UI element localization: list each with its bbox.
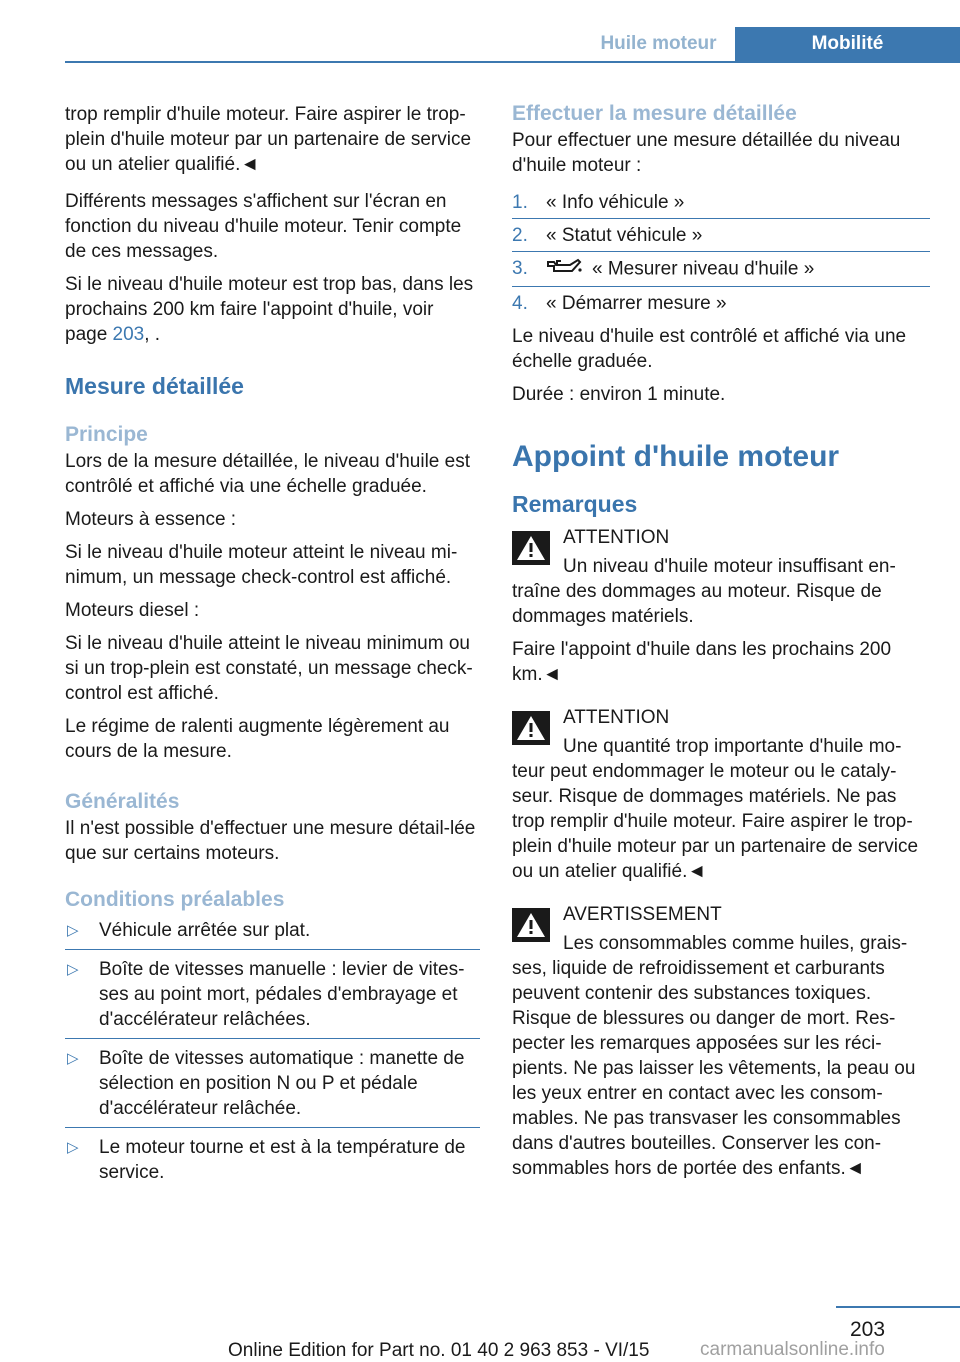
warning-title: ATTENTION — [563, 707, 670, 728]
paragraph: Faire l'appoint d'huile dans les prochains 200 km.◄ — [512, 639, 892, 685]
paragraph-text: Si le niveau d'huile moteur est trop bas, dans les prochains 200 km faire l'appoint d'huile, voir page — [65, 274, 474, 345]
triangle-bullet-icon: ▷ — [67, 961, 79, 978]
paragraph — [65, 272, 480, 347]
page-number: 203 — [850, 1318, 886, 1341]
triangle-bullet-icon: ▷ — [67, 922, 79, 939]
step-number: 4. — [512, 293, 528, 314]
list-item — [65, 1046, 480, 1121]
warning-text: teur peut endommager le moteur ou le cataly-seur. Risque de dommages matériels. Ne pas trop remplir d'huile moteur. Faire aspirer le trop-plein d'huile moteur par un partenaire de service ou un atelier qualifié.◄ — [512, 761, 919, 882]
step-number: 1. — [512, 192, 528, 213]
paragraph: Il n'est possible d'effectuer une mesure détail-lée que sur certains moteurs. — [65, 818, 476, 864]
paragraph: Le niveau d'huile est contrôlé et affiché via une échelle graduée. — [512, 326, 907, 372]
heading-generalites: Généralités — [65, 790, 180, 813]
conditions-list — [65, 918, 480, 1185]
warning-text: Un niveau d'huile moteur insuffisant en- — [563, 556, 896, 577]
divider — [65, 949, 480, 950]
warning-triangle-icon — [512, 908, 550, 942]
warning-triangle-icon — [512, 711, 550, 745]
paragraph: Si le niveau d'huile atteint le niveau minimum ou si un trop-plein est constaté, un message check-control est affiché. — [65, 633, 473, 704]
list-item — [65, 1135, 480, 1185]
header-rule — [65, 61, 960, 63]
paragraph: Moteurs diesel : — [65, 600, 200, 621]
heading-appoint: Appoint d'huile moteur — [512, 440, 840, 473]
warning-block — [512, 902, 930, 1181]
step-text: « Statut véhicule » — [546, 225, 703, 246]
warning-title: ATTENTION — [563, 527, 670, 548]
heading-effectuer: Effectuer la mesure détaillée — [512, 102, 797, 125]
paragraph: Durée : environ 1 minute. — [512, 384, 726, 405]
warning-text: traîne des dommages au moteur. Risque de dommages matériels. — [512, 581, 882, 627]
step-item — [512, 291, 930, 316]
list-item — [65, 957, 480, 1032]
page-link[interactable]: 203 — [112, 324, 145, 345]
paragraph: Pour effectuer une mesure détaillée du niveau d'huile moteur : — [512, 130, 901, 176]
paragraph: Le régime de ralenti augmente légèrement au cours de la mesure. — [65, 716, 450, 762]
steps-list — [512, 190, 930, 316]
paragraph: Lors de la mesure détaillée, le niveau d'huile est contrôlé et affiché via une échelle graduée. — [65, 451, 470, 497]
right-column — [512, 102, 930, 1189]
chapter-tab: Mobilité — [735, 27, 960, 61]
divider — [65, 1127, 480, 1128]
divider — [512, 218, 930, 219]
section-tab: Huile moteur — [600, 33, 717, 54]
step-number: 3. — [512, 258, 528, 279]
warning-block — [512, 525, 930, 687]
oil-can-icon — [546, 256, 582, 283]
warning-block — [512, 705, 930, 884]
list-item-text: Boîte de vitesses manuelle : levier de vites-ses au point mort, pédales d'embrayage et d'accélérateur relâchées. — [99, 959, 465, 1030]
divider — [512, 286, 930, 287]
paragraph: Différents messages s'affichent sur l'écran en fonction du niveau d'huile moteur. Tenir compte de ces messages. — [65, 191, 462, 262]
triangle-bullet-icon: ▷ — [67, 1050, 79, 1067]
heading-mesure-detaillee: Mesure détaillée — [65, 373, 244, 399]
heading-remarques: Remarques — [512, 491, 638, 517]
edition-note: Online Edition for Part no. 01 40 2 963 853 - VI/15 — [228, 1340, 650, 1361]
step-number: 2. — [512, 225, 528, 246]
divider — [65, 1038, 480, 1039]
warning-text: Une quantité trop importante d'huile mo- — [563, 736, 902, 757]
warning-title: AVERTISSEMENT — [563, 904, 722, 925]
warning-text: Les consommables comme huiles, grais- — [563, 933, 908, 954]
step-item — [512, 256, 930, 283]
footer-rule — [836, 1306, 960, 1308]
step-item — [512, 223, 930, 248]
watermark: carmanualsonline.info — [700, 1339, 885, 1360]
list-item — [65, 918, 480, 943]
paragraph: Moteurs à essence : — [65, 509, 237, 530]
warning-triangle-icon — [512, 531, 550, 565]
triangle-bullet-icon: ▷ — [67, 1139, 79, 1156]
paragraph: Si le niveau d'huile moteur atteint le niveau mi-nimum, un message check-control est affiché. — [65, 542, 458, 588]
step-text: « Mesurer niveau d'huile » — [592, 258, 815, 280]
list-item-text: Véhicule arrêtée sur plat. — [99, 920, 311, 941]
step-text: « Info véhicule » — [546, 192, 685, 213]
heading-principe: Principe — [65, 423, 148, 446]
heading-conditions: Conditions préalables — [65, 888, 285, 911]
list-item-text: Boîte de vitesses automatique : manette de sélection en position N ou P et pédale d'accélérateur relâchée. — [99, 1048, 465, 1119]
paragraph: trop remplir d'huile moteur. Faire aspirer le trop-plein d'huile moteur par un partenaire de service ou un atelier qualifié.◄ — [65, 104, 472, 175]
divider — [512, 251, 930, 252]
left-column — [65, 102, 480, 1185]
list-item-text: Le moteur tourne et est à la température de service. — [99, 1137, 466, 1183]
warning-text: ses, liquide de refroidissement et carburants peuvent contenir des substances toxiques. Risque de blessures ou danger de mort. Res-pecter les remarques apposées sur les réci-pients. Ne pas laisser les vêtements, la peau ou les yeux entrer en contact avec les consom-mables. Ne pas transvaser les consommables dans d'autres bouteilles. Conserver les con-sommables hors de portée des enfants.◄ — [512, 958, 916, 1179]
paragraph-text: , . — [144, 324, 161, 345]
step-text: « Démarrer mesure » — [546, 293, 727, 314]
step-item — [512, 190, 930, 215]
